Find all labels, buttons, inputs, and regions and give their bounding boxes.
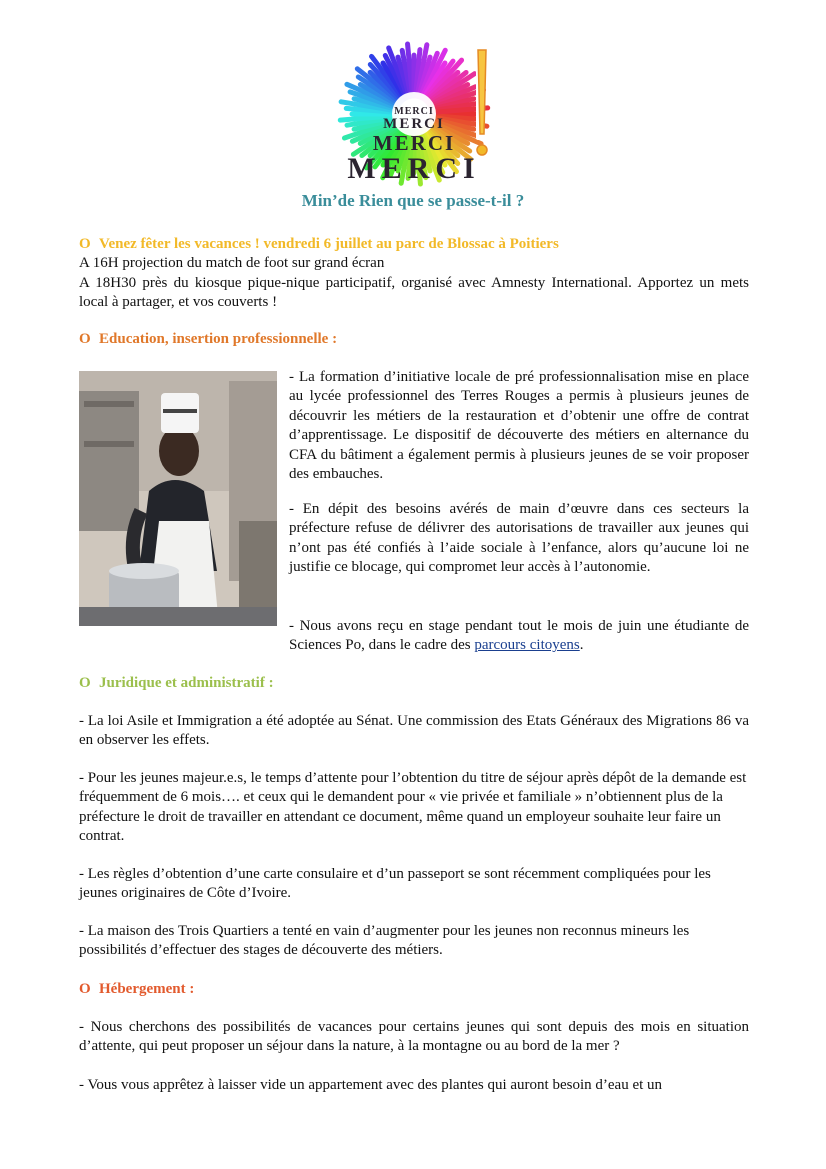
section-heading-education (79, 330, 749, 349)
heading-text: Hébergement : (99, 981, 195, 997)
juridique-para-2: - Pour les jeunes majeur.e.s, le temps d’attente pour l’obtention du titre de séjour après dépôt de la demande est fréquemment de 6 mois…. et ceux qui le demandent pour « vie privée et familiale » n’obtiennent plus de la préfecture le droit de travailler en attendant ce document, même quand un employeur souhaite leur faire un contrat. (79, 770, 747, 845)
bullet-icon: O (79, 331, 91, 347)
section-heading-juridique (79, 674, 749, 693)
section-vacances (79, 235, 749, 313)
education-para-3 (79, 617, 749, 656)
heading-text: Education, insertion professionnelle : (99, 331, 338, 347)
juridique-para-1: - La loi Asile et Immigration a été adoptée au Sénat. Une commission des Etats Généraux des Migrations 86 va en observer les effets. (79, 713, 749, 749)
logo-word-2: MERCI (383, 116, 445, 132)
bullet-icon: O (79, 981, 91, 997)
paragraph (79, 617, 749, 656)
bullet-icon: O (79, 675, 91, 691)
section-juridique (79, 674, 749, 693)
paragraph-text: - Nous avons reçu en stage pendant tout le mois de juin une étudiante de Sciences Po, dans le cadre des (289, 618, 749, 654)
bullet-icon: O (79, 236, 91, 252)
chef-photo (79, 371, 277, 626)
paragraph: A 18H30 près du kiosque pique-nique participatif, organisé avec Amnesty International. Apportez un mets local à partager, et vos couverts ! (79, 274, 749, 311)
juridique-para-4: - La maison des Trois Quartiers a tenté en vain d’augmenter pour les jeunes non reconnus mineurs les possibilités d’effectuer des stages de découverte des métiers. (79, 923, 690, 959)
hebergement-para-1: - Nous cherchons des possibilités de vacances pour certains jeunes qui sont depuis des mois en situation d’attente, qui peut proposer un séjour dans la nature, à la montagne ou au bord de la mer ? (79, 1019, 749, 1055)
education-para-1: - La formation d’initiative locale de pré professionnalisation mise en place au lycée professionnel des Terres Rouges a permis à plusieurs jeunes de découvrir les métiers de la restauration et d’obtenir une offre de contrat d’apprentissage. Le dispositif de découverte des métiers en alternance du CFA du bâtiment a également permis à plusieurs jeunes de se voir proposer des embauches. (289, 369, 749, 483)
paragraph: A 16H projection du match de foot sur grand écran (79, 255, 385, 272)
heading-text: Venez fêter les vacances ! vendredi 6 juillet au parc de Blossac à Poitiers (99, 236, 559, 252)
paragraph-end: . (579, 637, 584, 654)
section-heading-hebergement (79, 980, 749, 999)
logo-word-1: MERCI (394, 106, 434, 117)
logo-word-3: MERCI (372, 131, 456, 155)
section-education (79, 330, 749, 349)
hebergement-para-2: - Vous vous apprêtez à laisser vide un appartement avec des plantes qui auront besoin d’eau et un (79, 1077, 663, 1093)
section-hebergement (79, 980, 749, 999)
merci-logo (328, 38, 500, 190)
page-title: Min’de Rien que se passe-t-il ? (301, 191, 525, 210)
parcours-citoyens-link[interactable]: parcours citoyens (474, 637, 580, 654)
juridique-para-3: - Les règles d’obtention d’une carte consulaire et d’un passeport se sont récemment compliquées pour les jeunes originaires de Côte d’Ivoire. (79, 866, 711, 902)
education-para-2: - En dépit des besoins avérés de main d’œuvre dans ces secteurs la préfecture refuse de délivrer des autorisations de travailler aux jeunes qui n’ont pas été confiés à l’aide sociale à l’enfance, alors qu’aucune loi ne justifie ce blocage, qui compromet leur accès à l’autonomie. (289, 501, 749, 576)
logo-word-4: MERCI (347, 152, 481, 185)
section-heading-vacances (79, 235, 749, 254)
heading-text: Juridique et administratif : (99, 675, 274, 691)
